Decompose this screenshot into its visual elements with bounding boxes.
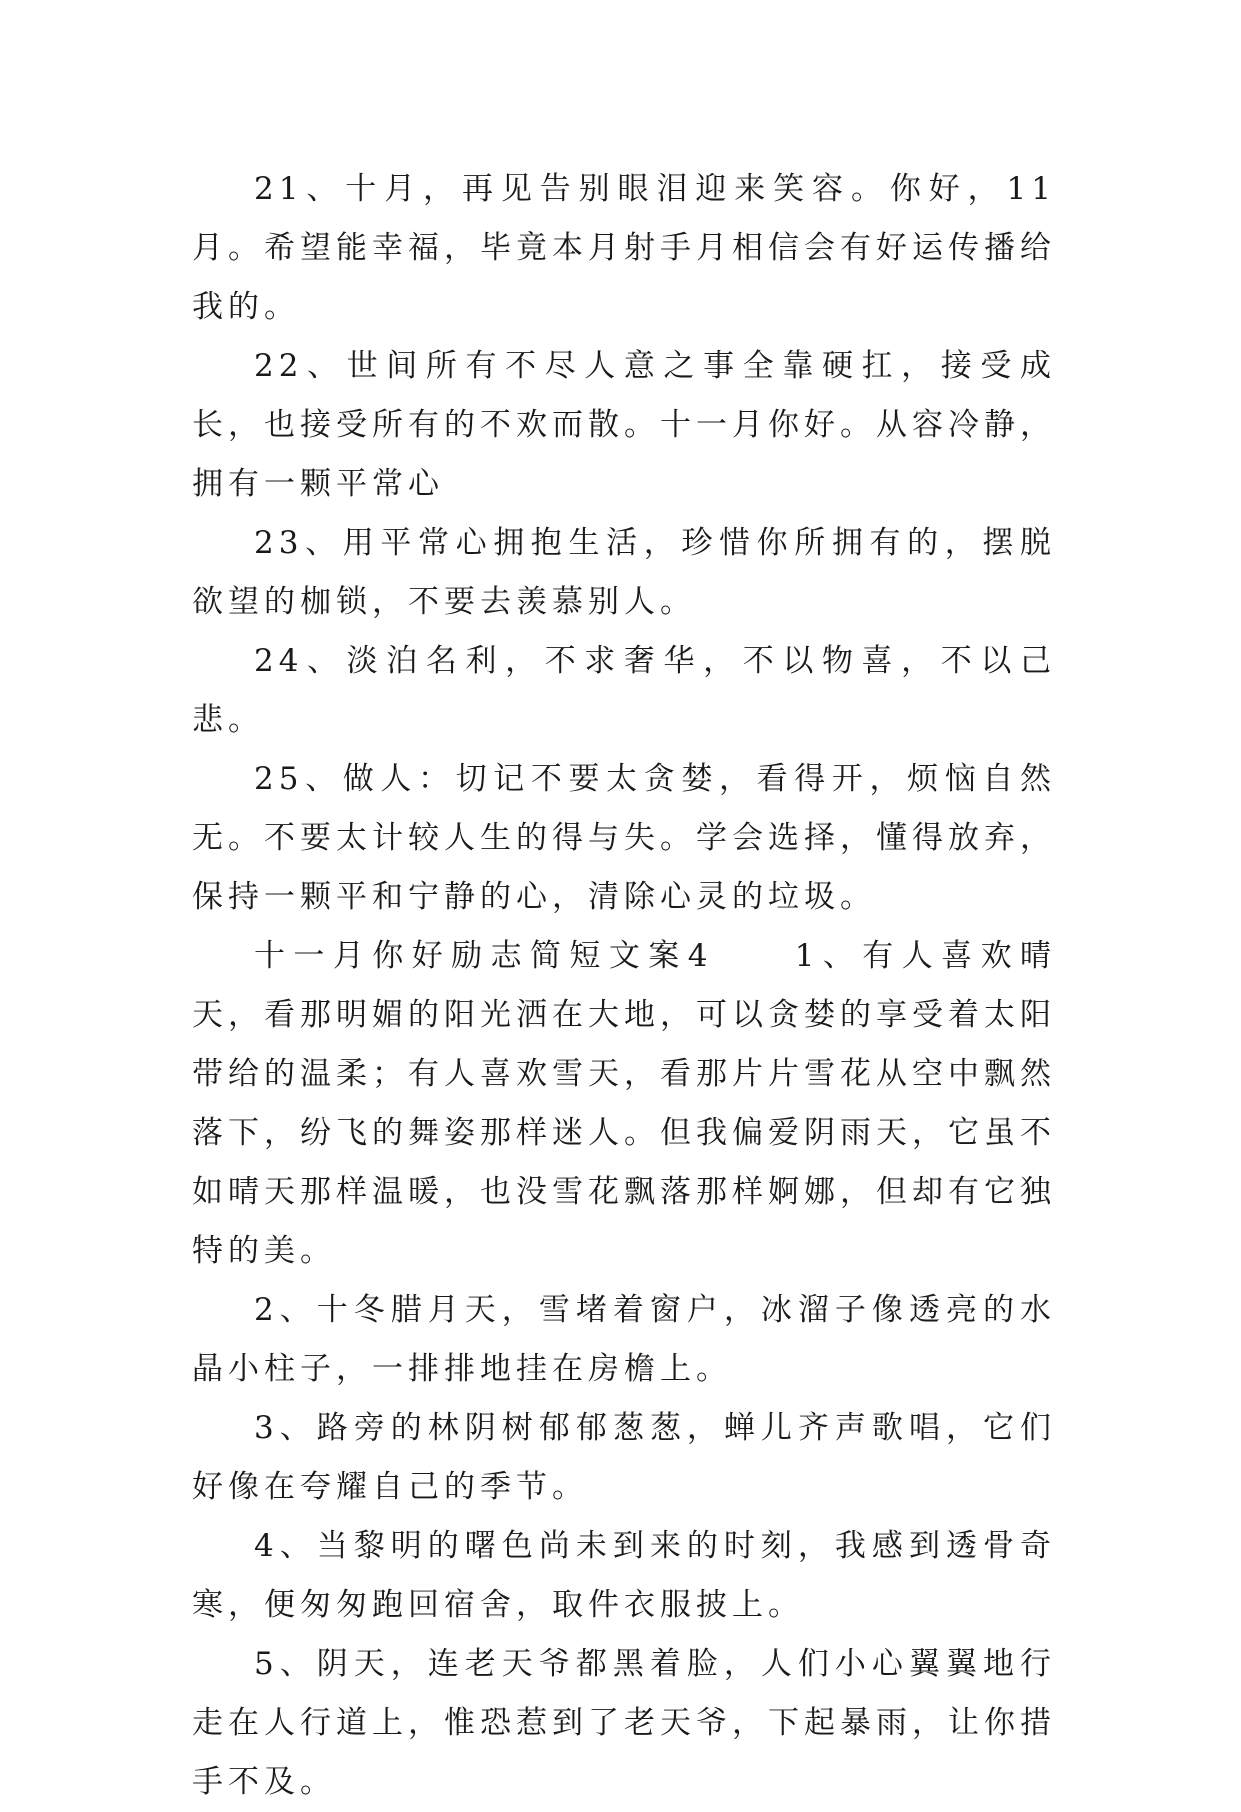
paragraph-21: 21、十月，再见告别眼泪迎来笑容。你好，11月。希望能幸福，毕竟本月射手月相信会有好运传播给我的。 [192,171,1056,325]
section-4-paragraph-2: 2、十冬腊月天，雪堵着窗户，冰溜子像透亮的水晶小柱子，一排排地挂在房檐上。 [192,1292,1056,1387]
section-4-paragraph-3: 3、路旁的林阴树郁郁葱葱，蝉儿齐声歌唱，它们好像在夸耀自己的季节。 [192,1410,1056,1505]
paragraph-25: 25、做人：切记不要太贪婪，看得开，烦恼自然无。不要太计较人生的得与失。学会选择，懂得放弃，保持一颗平和宁静的心，清除心灵的垃圾。 [192,761,1056,915]
document-body [192,160,1056,1812]
paragraph-23: 23、用平常心拥抱生活，珍惜你所拥有的，摆脱欲望的枷锁，不要去羡慕别人。 [192,525,1056,620]
paragraph-24: 24、淡泊名利，不求奢华，不以物喜，不以己悲。 [192,643,1056,738]
section-4-paragraph-4: 4、当黎明的曙色尚未到来的时刻，我感到透骨奇寒，便匆匆跑回宿舍，取件衣服披上。 [192,1528,1056,1623]
section-4-paragraph-1: 十一月你好励志简短文案4 1、有人喜欢晴天，看那明媚的阳光洒在大地，可以贪婪的享受着太阳带给的温柔；有人喜欢雪天，看那片片雪花从空中飘然落下，纷飞的舞姿那样迷人。但我偏爱阴雨天，它虽不如晴天那样温暖，也没雪花飘落那样婀娜，但却有它独特的美。 [192,938,1056,1269]
paragraph-22: 22、世间所有不尽人意之事全靠硬扛，接受成长，也接受所有的不欢而散。十一月你好。从容冷静，拥有一颗平常心 [192,348,1056,502]
section-4-paragraph-5: 5、阴天，连老天爷都黑着脸，人们小心翼翼地行走在人行道上，惟恐惹到了老天爷，下起暴雨，让你措手不及。 [192,1646,1056,1800]
